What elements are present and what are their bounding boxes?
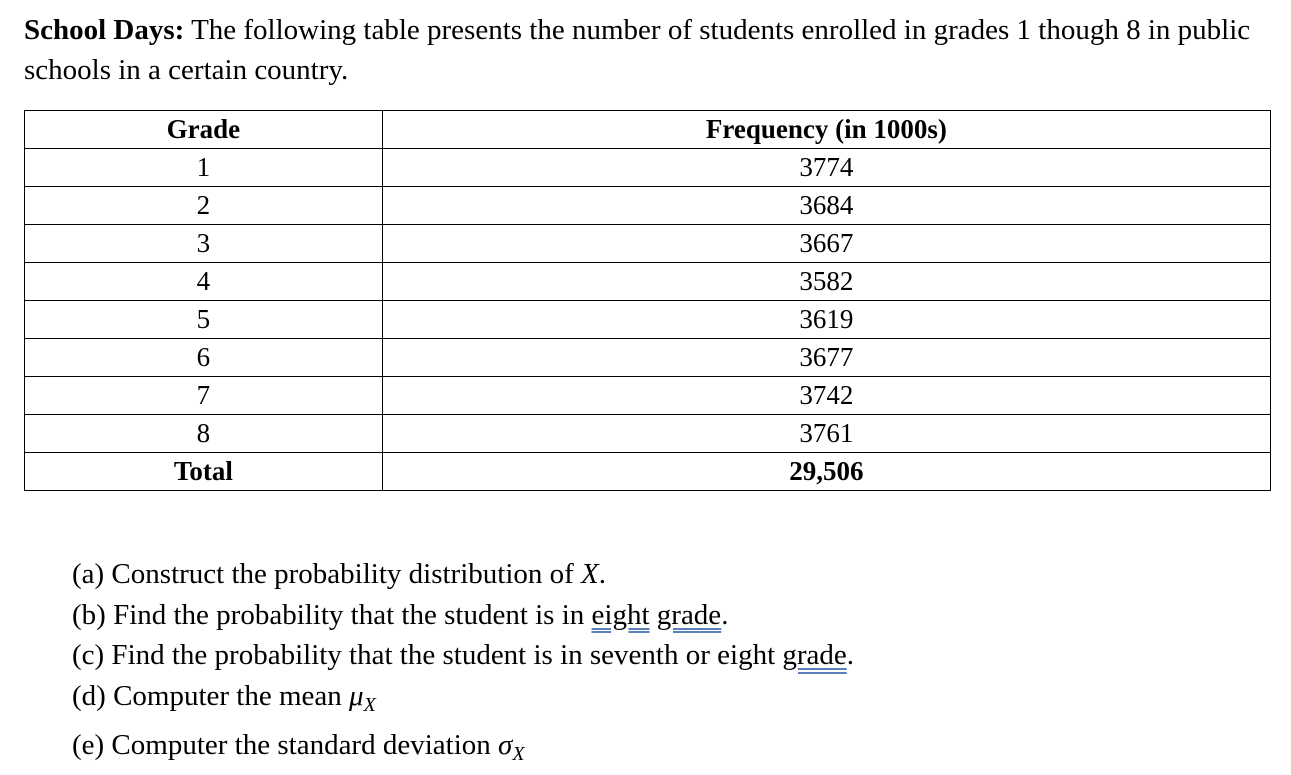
grammar-flag-eight: eight	[591, 598, 650, 631]
table-row	[25, 377, 1271, 415]
table-row	[25, 301, 1271, 339]
question-b	[72, 595, 854, 636]
frequency-cell: 3619	[382, 301, 1270, 339]
grammar-flag-grade: grade	[782, 639, 847, 671]
question-a-period: .	[598, 558, 606, 590]
problem-description: The following table presents the number of students enrolled in grades 1 though 8 in public schools in a certain country.	[24, 14, 1251, 86]
grade-cell: 6	[25, 339, 383, 377]
total-row	[25, 453, 1271, 491]
problem-intro	[24, 10, 1274, 90]
question-b-text: (b) Find the probability that the student is in	[72, 598, 592, 631]
question-e	[72, 725, 854, 775]
question-a	[72, 554, 854, 595]
frequency-cell: 3774	[382, 149, 1270, 187]
question-a-text: (a) Construct the probability distribution of	[72, 558, 582, 590]
frequency-table	[24, 110, 1271, 491]
frequency-cell: 3742	[382, 377, 1270, 415]
frequency-column-header: Frequency (in 1000s)	[382, 111, 1270, 149]
grade-cell: 2	[25, 187, 383, 225]
grade-cell: 5	[25, 301, 383, 339]
question-b-period: .	[721, 598, 729, 631]
frequency-cell: 3582	[382, 263, 1270, 301]
problem-title: School Days:	[24, 14, 185, 46]
question-d-text: (d) Computer the mean	[72, 679, 350, 712]
question-list	[72, 554, 854, 775]
table-row	[25, 187, 1271, 225]
question-c-text: (c) Find the probability that the student is in seventh or eight	[72, 639, 783, 671]
mu-symbol: μ	[349, 679, 364, 712]
question-d	[72, 676, 854, 726]
question-e-text: (e) Computer the standard deviation	[72, 729, 499, 761]
table-row	[25, 339, 1271, 377]
table-row	[25, 263, 1271, 301]
mu-subscript: X	[363, 693, 376, 716]
table-header-row	[25, 111, 1271, 149]
total-value: 29,506	[382, 453, 1270, 491]
table-row	[25, 149, 1271, 187]
frequency-cell: 3684	[382, 187, 1270, 225]
grade-cell: 7	[25, 377, 383, 415]
grade-column-header: Grade	[25, 111, 383, 149]
grade-cell: 4	[25, 263, 383, 301]
frequency-cell: 3677	[382, 339, 1270, 377]
total-label: Total	[25, 453, 383, 491]
question-c-period: .	[846, 639, 855, 671]
frequency-cell: 3667	[382, 225, 1270, 263]
grade-cell: 8	[25, 415, 383, 453]
sigma-subscript: X	[512, 743, 525, 765]
grammar-flag-grade: grade	[656, 598, 722, 631]
table-row	[25, 225, 1271, 263]
frequency-cell: 3761	[382, 415, 1270, 453]
question-c	[72, 635, 854, 676]
sigma-symbol: σ	[498, 729, 513, 761]
variable-x: X	[581, 558, 599, 590]
table-row	[25, 415, 1271, 453]
grade-cell: 1	[25, 149, 383, 187]
grade-cell: 3	[25, 225, 383, 263]
